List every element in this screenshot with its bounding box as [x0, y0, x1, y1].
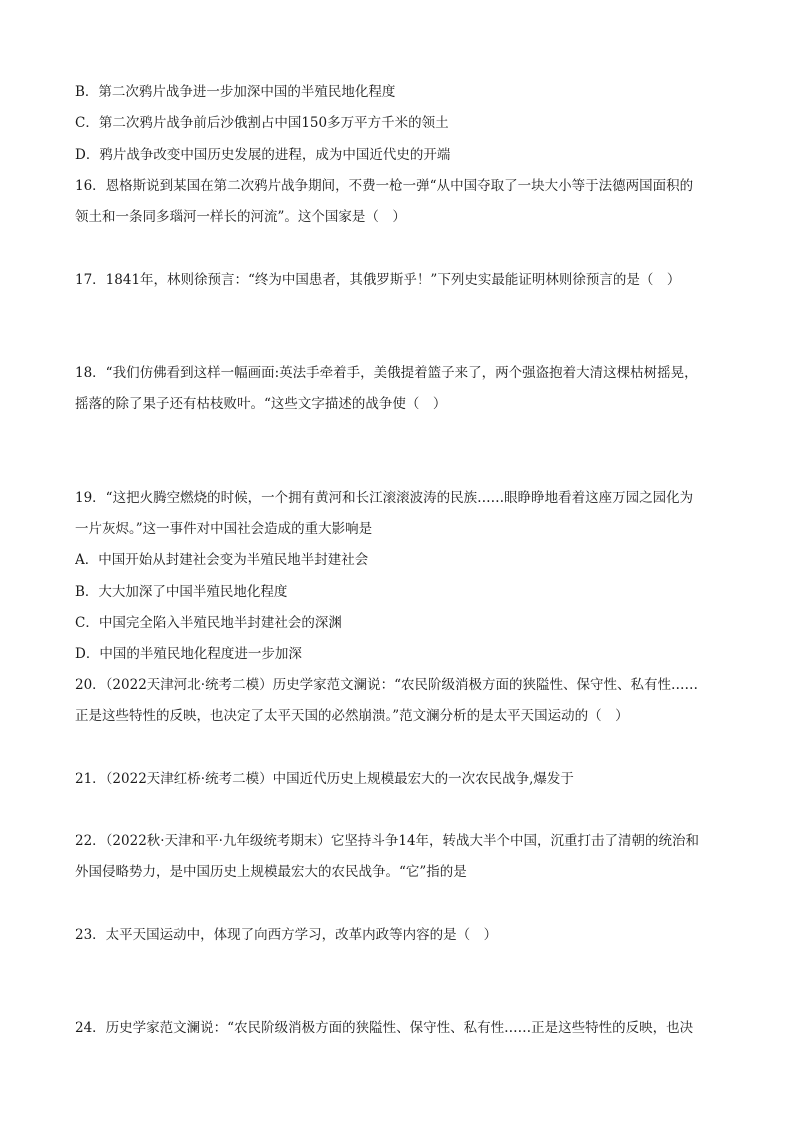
- text-line: 19．“这把火腾空燃烧的时候，一个拥有黄河和长江滚滚波涛的民族……眼睁睁地看着这座万园之园化为: [75, 490, 694, 506]
- text-line: 21．（2022天津红桥·统考二模）中国近代历史上规模最宏大的一次农民战争,爆发于: [75, 771, 574, 787]
- text-line: 摇落的除了果子还有枯枝败叶。“这些文字描述的战争使（ ）: [75, 396, 447, 412]
- text-line: 22．（2022秋·天津和平·九年级统考期末）它坚持斗争14年，转战大半个中国，沉重打击了清朝的统治和: [75, 833, 700, 849]
- text-line: 23．太平天国运动中，体现了向西方学习，改革内政等内容的是（ ）: [75, 927, 498, 943]
- text-line: 24．历史学家范文澜说：“农民阶级消极方面的狭隘性、保守性、私有性……正是这些特性的反映，也决: [75, 1020, 694, 1036]
- text-line: 17．1841年，林则徐预言：“终为中国患者，其俄罗斯乎！”下列史实最能证明林则徐预言的是（ ）: [75, 272, 681, 288]
- text-line: B．第二次鸦片战争进一步加深中国的半殖民地化程度: [75, 84, 396, 100]
- text-line: 16．恩格斯说到某国在第二次鸦片战争期间，不费一枪一弹“从中国夺取了一块大小等于法德两国面积的: [75, 178, 694, 194]
- text-line: 外国侵略势力，是中国历史上规模最宏大的农民战争。“它”指的是: [75, 864, 467, 880]
- text-line: 一片灰烬。”这一事件对中国社会造成的重大影响是: [75, 521, 373, 537]
- text-line: A．中国开始从封建社会变为半殖民地半封建社会: [75, 552, 369, 568]
- text-line: D．中国的半殖民地化程度进一步加深: [75, 646, 302, 662]
- text-line: C．第二次鸦片战争前后沙俄割占中国150多万平方千米的领土: [75, 115, 449, 131]
- text-line: B．大大加深了中国半殖民地化程度: [75, 584, 288, 600]
- text-line: C．中国完全陷入半殖民地半封建社会的深渊: [75, 615, 342, 631]
- text-line: 18．“我们仿佛看到这样一幅画面:英法手牵着手，美俄提着篮子来了，两个强盗抱着大清这棵枯树摇晃，: [75, 365, 698, 381]
- text-line: 正是这些特性的反映，也决定了太平天国的必然崩溃。”范文澜分析的是太平天国运动的（ ）: [75, 708, 629, 724]
- text-line: 领土和一条同多瑙河一样长的河流”。这个国家是（ ）: [75, 209, 406, 225]
- text-line: 20．（2022天津河北·统考二模）历史学家范文澜说：“农民阶级消极方面的狭隘性、保守性、私有性……: [75, 677, 698, 693]
- text-line: D．鸦片战争改变中国历史发展的进程，成为中国近代史的开端: [75, 147, 451, 163]
